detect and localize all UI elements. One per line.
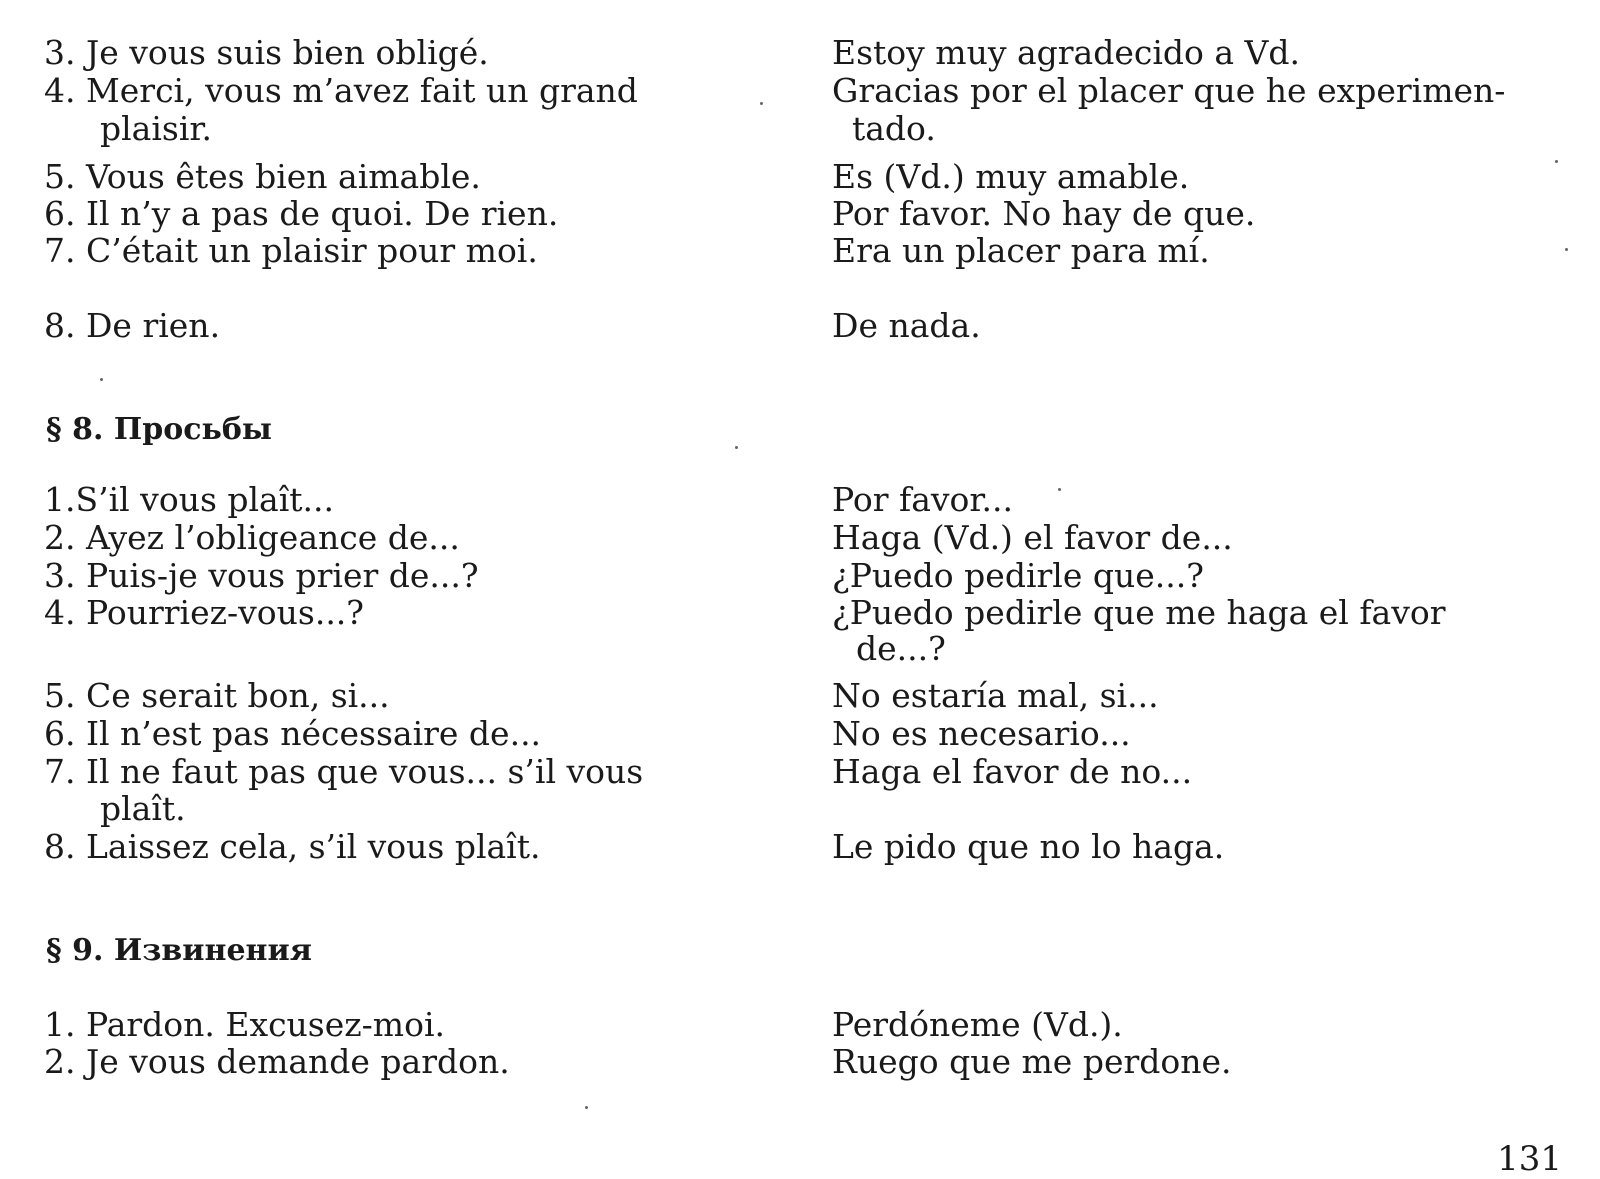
spanish-phrase: Es (Vd.) muy amable.	[832, 157, 1190, 196]
french-phrase: 5. Vous êtes bien aimable.	[44, 157, 481, 196]
french-phrase: 6. Il n’est pas nécessaire de...	[44, 714, 542, 753]
french-phrase: 3. Puis-je vous prier de...?	[44, 556, 479, 595]
page-number: 131	[1497, 1139, 1562, 1179]
french-phrase: 1. Pardon. Excusez-moi.	[44, 1005, 446, 1044]
spanish-phrase: ¿Puedo pedirle que me haga el favor	[832, 593, 1446, 632]
french-phrase: 8. Laissez cela, s’il vous plaît.	[44, 827, 541, 866]
spanish-phrase: Estoy muy agradecido a Vd.	[832, 33, 1300, 72]
section-heading-apologies: § 9. Извинения	[46, 933, 312, 968]
french-phrase: 6. Il n’y a pas de quoi. De rien.	[44, 194, 559, 233]
scan-speck	[1555, 160, 1558, 163]
french-phrase: 2. Je vous demande pardon.	[44, 1042, 510, 1081]
scan-speck	[1058, 488, 1061, 491]
spanish-phrase: Perdóneme (Vd.).	[832, 1005, 1123, 1044]
spanish-phrase: Por favor. No hay de que.	[832, 194, 1256, 233]
spanish-phrase: Haga el favor de no...	[832, 752, 1193, 791]
scan-speck	[760, 102, 763, 105]
spanish-phrase-continuation: tado.	[852, 109, 936, 148]
section-heading-requests: § 8. Просьбы	[46, 412, 272, 447]
spanish-phrase: No es necesario...	[832, 714, 1131, 753]
french-phrase: 2. Ayez l’obligeance de...	[44, 518, 460, 557]
french-phrase: 7. Il ne faut pas que vous... s’il vous	[44, 752, 644, 791]
spanish-phrase: Por favor...	[832, 480, 1014, 519]
french-phrase: 7. C’était un plaisir pour moi.	[44, 231, 538, 270]
spanish-phrase: De nada.	[832, 306, 981, 345]
scan-speck	[585, 1106, 588, 1109]
french-phrase: 4. Pourriez-vous...?	[44, 593, 364, 632]
french-phrase: 4. Merci, vous m’avez fait un grand	[44, 71, 638, 110]
french-phrase: 8. De rien.	[44, 306, 221, 345]
french-phrase: 1.S’il vous plaît...	[44, 480, 335, 519]
spanish-phrase: Haga (Vd.) el favor de...	[832, 518, 1233, 557]
french-phrase: 5. Ce serait bon, si...	[44, 676, 390, 715]
spanish-phrase: Le pido que no lo haga.	[832, 827, 1225, 866]
scan-speck	[1565, 248, 1568, 251]
scan-speck	[735, 446, 738, 449]
spanish-phrase-continuation: de...?	[856, 629, 946, 668]
spanish-phrase: ¿Puedo pedirle que...?	[832, 556, 1204, 595]
french-phrase-continuation: plaît.	[100, 789, 186, 828]
spanish-phrase: No estaría mal, si...	[832, 676, 1159, 715]
spanish-phrase: Ruego que me perdone.	[832, 1042, 1232, 1081]
scan-speck	[100, 378, 103, 381]
spanish-phrase: Era un placer para mí.	[832, 231, 1210, 270]
spanish-phrase: Gracias por el placer que he experimen-	[832, 71, 1506, 110]
french-phrase: 3. Je vous suis bien obligé.	[44, 33, 489, 72]
french-phrase-continuation: plaisir.	[100, 109, 213, 148]
